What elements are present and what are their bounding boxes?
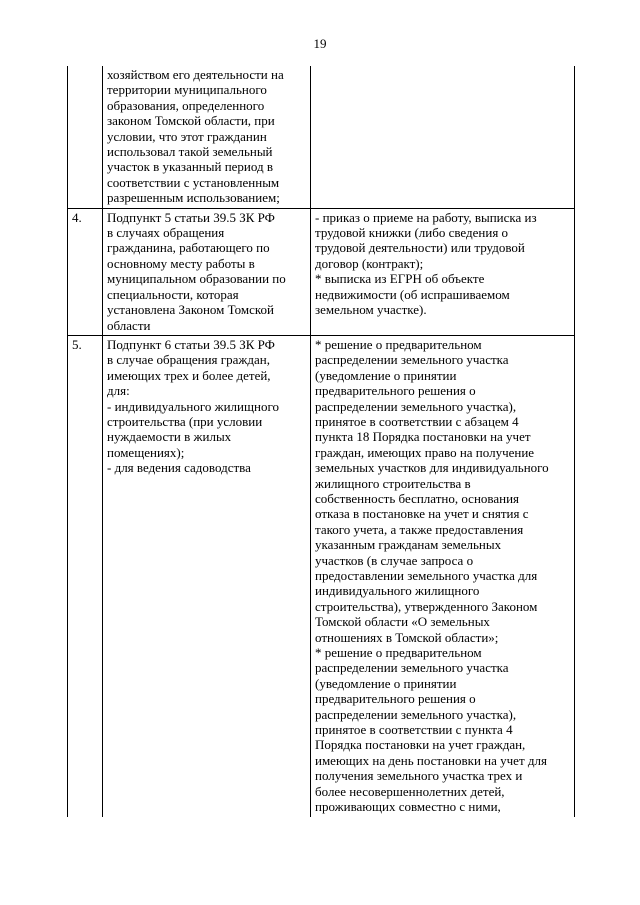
documents-line: проживающих совместно с ними, [315,799,501,815]
legal-basis-line: нуждаемости в жилых [107,429,232,445]
legal-basis-cell [103,208,311,335]
legal-basis-line: помещениях); [107,444,185,460]
legal-basis-line: участок в указанный период в [107,159,274,175]
table-row [68,335,575,816]
documents-line: распределении земельного участка), [315,398,517,414]
documents-line: предварительного решения о [315,383,476,399]
documents-line: граждан, имеющих право на получение [315,444,535,460]
page-number: 19 [313,36,327,51]
documents-line: указанным гражданам земельных [315,537,502,553]
legal-basis-line: для: [107,383,130,399]
documents-line: получения земельного участка трех и [315,768,523,784]
legal-basis-line: области [107,317,151,333]
legal-basis-line: законом Томской области, при [107,113,275,129]
legal-basis-line: условии, что этот гражданин [107,128,267,144]
documents-line: жилищного строительства в [315,475,471,491]
legal-basis-cell [103,66,311,208]
legal-basis-line: строительства (при условии [107,413,263,429]
documents-line: Томской области «О земельных [315,614,490,630]
documents-cell [311,335,575,816]
legal-basis-line: установлена Законом Томской [107,302,274,318]
legal-basis-line: - для ведения садоводства [107,460,251,476]
legal-basis-line: в случаях обращения [107,225,225,241]
row-number-cell [68,66,103,208]
documents-line: предоставлении земельного участка для [315,568,538,583]
documents-line: отношениях в Томской области»; [315,629,499,645]
documents-line: * решение о предварительном [315,645,482,661]
documents-line: * выписка из ЕГРН об объекте [315,271,485,287]
legal-basis-line: специальности, которая [107,286,239,302]
documents-line: принятое в соответствии с абзацем 4 [315,413,519,429]
row-number-cell: 5. [68,335,103,816]
legal-basis-line: гражданина, работающего по [107,240,270,256]
document-table [67,66,575,817]
table-body [68,66,575,817]
documents-line: недвижимости (об испрашиваемом [315,286,510,302]
documents-line: (уведомление о принятии [315,675,457,691]
documents-line: отказа в постановке на учет и снятия с [315,506,529,522]
legal-basis-line: Подпункт 6 статьи 39.5 ЗК РФ [107,336,275,352]
documents-line: предварительного решения о [315,691,476,707]
documents-line: трудовой деятельности) или трудовой [315,240,525,256]
legal-basis-line: имеющих трех и более детей, [107,367,271,383]
table-row [68,66,575,208]
legal-basis-line: муниципальном образовании по [107,271,286,287]
legal-basis-line: основному месту работы в [107,255,255,271]
documents-line: индивидуального жилищного [315,583,480,599]
documents-line: земельных участков для индивидуального [315,460,549,476]
legal-basis-line: использовал такой земельный [107,144,273,160]
documents-line: такого учета, а также предоставления [315,521,524,537]
documents-line: Порядка постановки на учет граждан, [315,737,526,753]
documents-line: трудовой книжки (либо сведения о [315,225,509,241]
documents-line: (уведомление о принятии [315,367,457,383]
row-number-cell: 4. [68,208,103,335]
documents-line: пункта 18 Порядка постановки на учет [315,429,531,445]
documents-line: - приказ о приеме на работу, выписка из [315,209,537,225]
legal-basis-line: Подпункт 5 статьи 39.5 ЗК РФ [107,209,275,225]
legal-basis-line: территории муниципального [107,82,267,98]
legal-basis-line: в случае обращения граждан, [107,352,270,368]
legal-basis-line: - индивидуального жилищного [107,398,279,414]
legal-basis-line: разрешенным использованием; [107,190,280,206]
documents-cell [311,208,575,335]
table-row [68,208,575,335]
documents-line: земельном участке). [315,302,427,318]
legal-basis-line: хозяйством его деятельности на [107,67,284,82]
legal-basis-line: соответствии с установленным [107,174,280,190]
documents-line: собственность бесплатно, основания [315,490,520,506]
documents-line: распределении земельного участка), [315,706,517,722]
documents-line: принятое в соответствии с пункта 4 [315,722,513,738]
documents-line: распределении земельного участка [315,352,509,368]
documents-line: участков (в случае запроса о [315,552,474,568]
legal-basis-line: образования, определенного [107,97,265,113]
legal-basis-cell [103,335,311,816]
documents-line: более несовершеннолетних детей, [315,783,505,799]
documents-line: * решение о предварительном [315,336,482,352]
documents-line: строительства), утвержденного Законом [315,598,538,614]
documents-cell [311,66,575,208]
documents-line: распределении земельного участка [315,660,509,676]
documents-line: договор (контракт); [315,255,424,271]
documents-line: имеющих на день постановки на учет для [315,752,547,768]
